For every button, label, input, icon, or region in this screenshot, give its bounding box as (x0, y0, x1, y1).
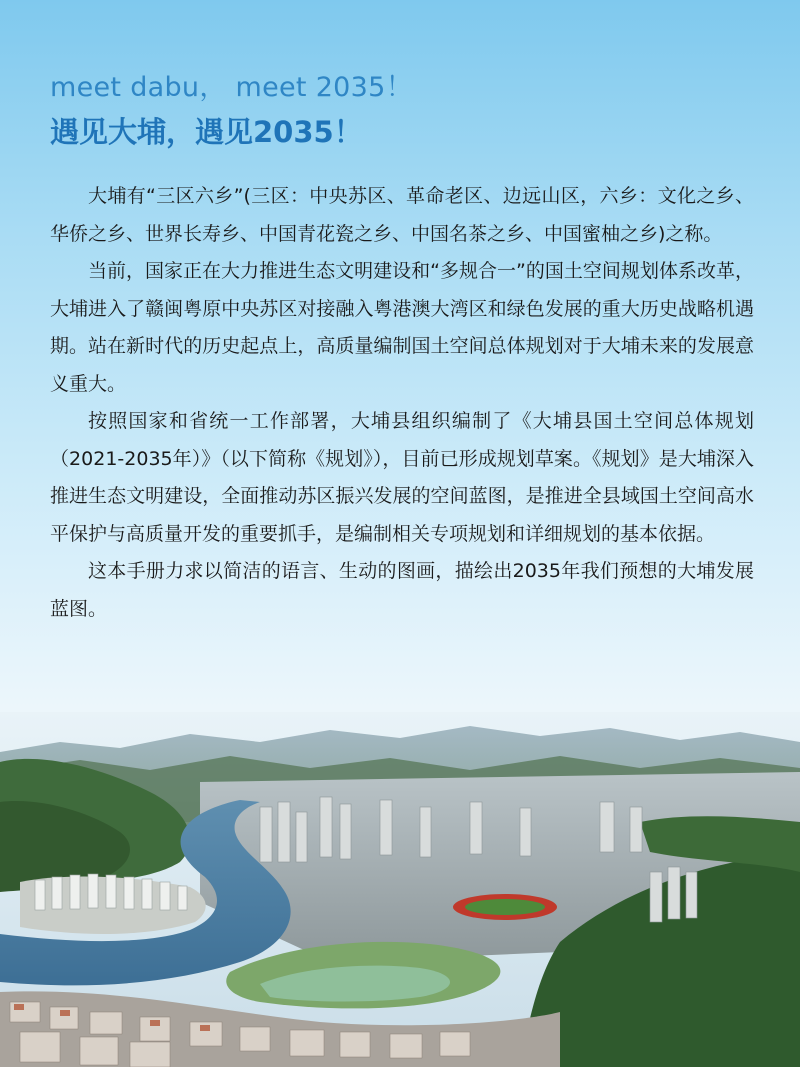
heading-block (50, 68, 750, 154)
paragraph-intro: 大埔有“三区六乡”(三区：中央苏区、革命老区、边远山区，六乡：文化之乡、华侨之乡、世界长寿乡、中国青花瓷之乡、中国名茶之乡、中国蜜柚之乡)之称。 (50, 185, 754, 245)
city-aerial-photo (0, 712, 800, 1067)
page-title: 遇见大埔，遇见2035！ (50, 115, 363, 149)
paragraph-context: 当前，国家正在大力推进生态文明建设和“多规合一”的国土空间规划体系改革，大埔进入了赣闽粤原中央苏区对接融入粤港澳大湾区和绿色发展的重大历史战略机遇期。站在新时代的历史起点上，高质量编制国土空间总体规划对于大埔未来的发展意义重大。 (50, 260, 754, 395)
paragraph-handbook: 这本手册力求以简洁的语言、生动的图画，描绘出2035年我们预想的大埔发展蓝图。 (50, 560, 754, 620)
body-text (50, 178, 754, 628)
english-subtitle: meet dabu， meet 2035！ (50, 72, 413, 103)
paragraph-plan: 按照国家和省统一工作部署，大埔县组织编制了《大埔县国土空间总体规划（2021-2035年）》（以下简称《规划》），目前已形成规划草案。《规划》是大埔深入推进生态文明建设，全面推动苏区振兴发展的空间蓝图，是推进全县域国土空间高水平保护与高质量开发的重要抓手，是编制相关专项规划和详细规划的基本依据。 (50, 410, 754, 545)
